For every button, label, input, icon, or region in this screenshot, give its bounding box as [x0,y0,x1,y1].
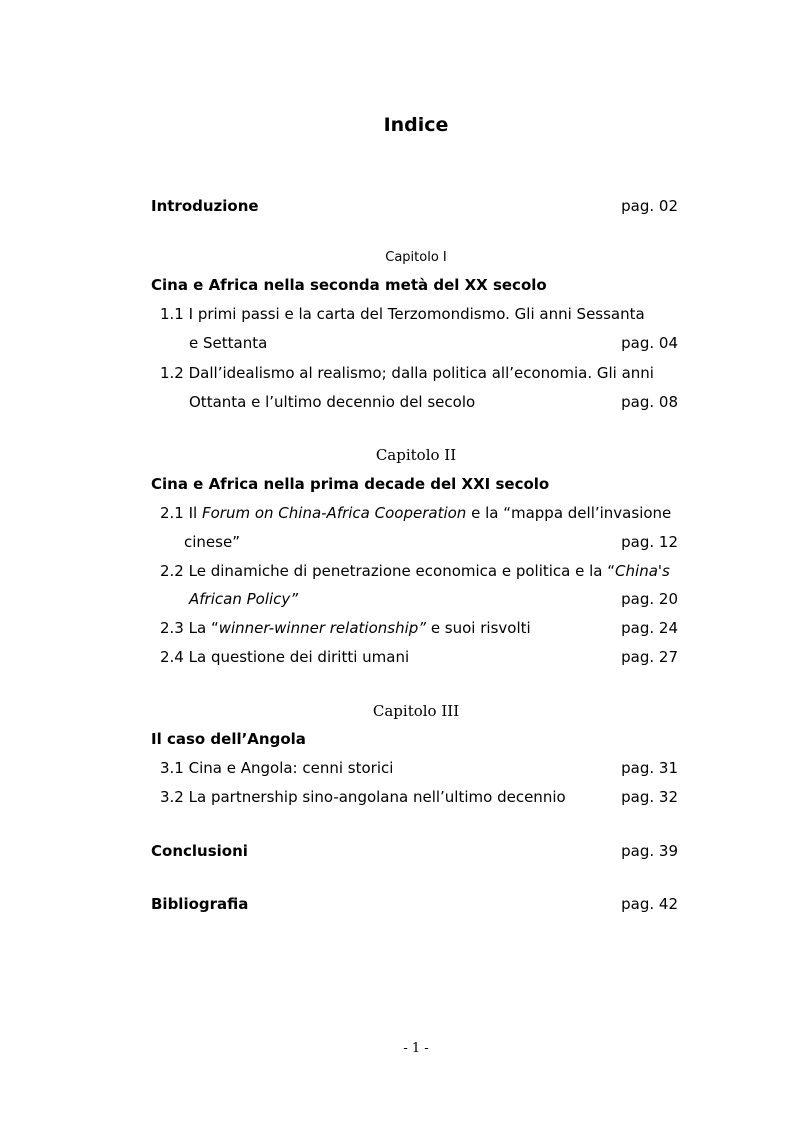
section-1-2-line2: Ottanta e l’ultimo decennio del secolo [189,393,476,411]
chapter-1-heading: Capitolo I [385,250,447,265]
section-2-1-line1: 2.1 Il Forum on China-Africa Cooperation e la “mappa dell’invasione [160,504,672,522]
section-2-4: 2.4 La questione dei diritti umani [160,648,410,666]
toc-introduzione: Introduzione [151,197,259,215]
section-1-2-line1: 1.2 Dall’idealismo al realismo; dalla politica all’economia. Gli anni [160,364,654,382]
toc-conclusioni-page: pag. 39 [621,842,678,860]
toc-bibliografia: Bibliografia [151,895,249,913]
section-1-1-line2: e Settanta [189,334,268,352]
section-1-1-page: pag. 04 [621,334,678,352]
section-2-2-line2: African Policy” [189,590,299,608]
toc-introduzione-page: pag. 02 [621,197,678,215]
chapter-3-heading: Capitolo III [372,702,460,720]
section-2-4-page: pag. 27 [621,648,678,666]
section-3-2: 3.2 La partnership sino-angolana nell’ultimo decennio [160,788,566,806]
section-3-2-page: pag. 32 [621,788,678,806]
section-1-2-page: pag. 08 [621,393,678,411]
chapter-2-title: Cina e Africa nella prima decade del XXI secolo [151,475,550,493]
chapter-3-title: Il caso dell’Angola [151,730,306,748]
page-number: - 1 - [403,1041,429,1056]
section-2-2-line1: 2.2 Le dinamiche di penetrazione economica e politica e la “China's [160,562,670,580]
section-2-1-line2: cinese” [184,533,240,551]
chapter-1-title: Cina e Africa nella seconda metà del XX secolo [151,276,547,294]
chapter-2-heading: Capitolo II [375,446,457,464]
section-2-3-page: pag. 24 [621,619,678,637]
section-3-1-page: pag. 31 [621,759,678,777]
toc-bibliografia-page: pag. 42 [621,895,678,913]
toc-conclusioni: Conclusioni [151,842,248,860]
page-title: Indice [383,114,449,136]
section-1-1-line1: 1.1 I primi passi e la carta del Terzomondismo. Gli anni Sessanta [160,305,645,323]
section-2-2-page: pag. 20 [621,590,678,608]
section-3-1: 3.1 Cina e Angola: cenni storici [160,759,394,777]
section-2-3: 2.3 La “winner-winner relationship” e suoi risvolti [160,619,531,637]
section-2-1-page: pag. 12 [621,533,678,551]
